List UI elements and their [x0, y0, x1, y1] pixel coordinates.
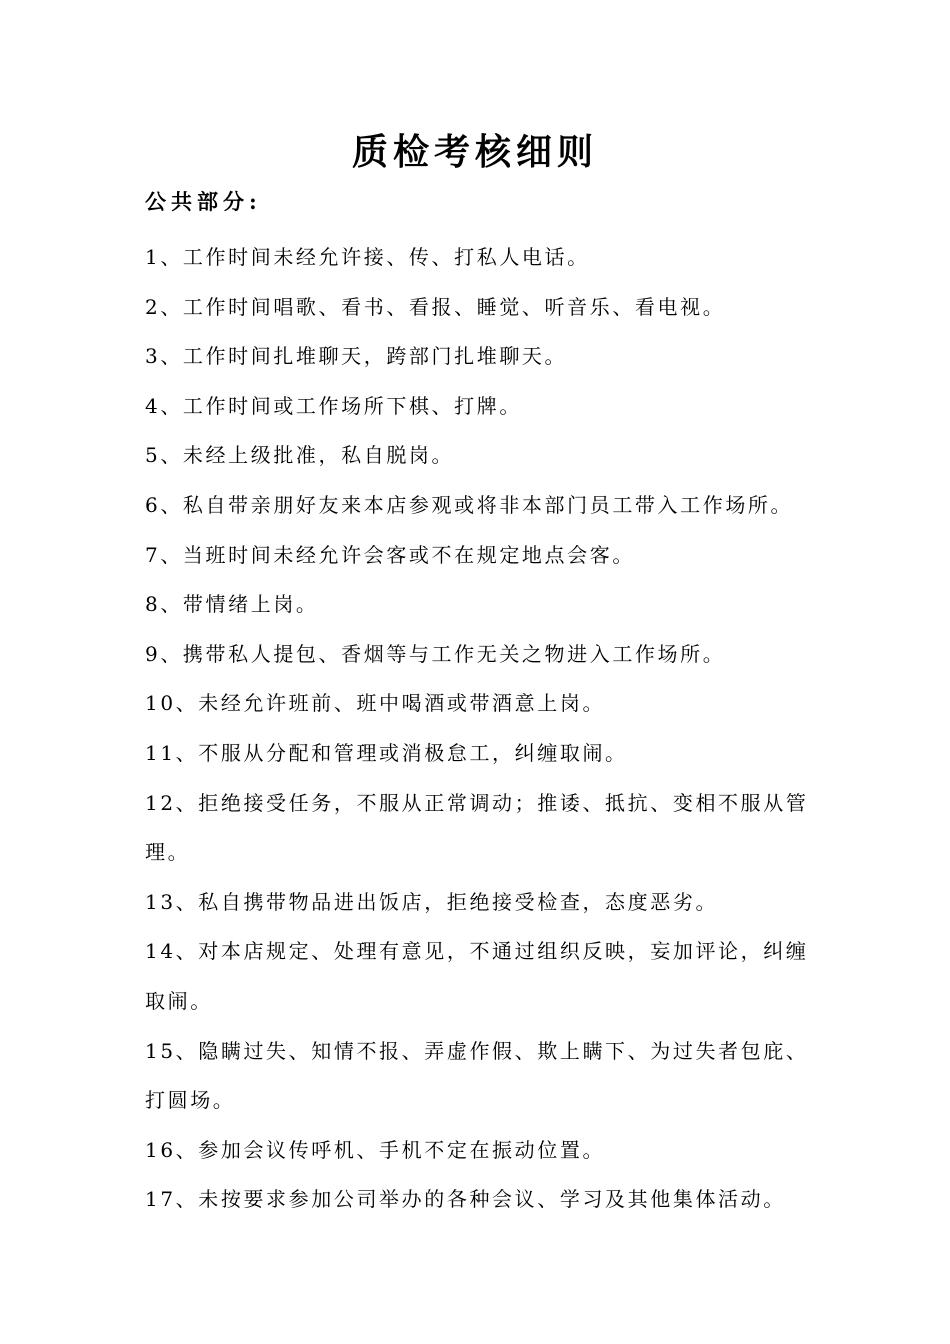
rule-item-13: 13、私自携带物品进出饭店，拒绝接受检查，态度恶劣。 — [145, 889, 719, 914]
rule-item-5: 5、未经上级批准，私自脱岗。 — [145, 443, 455, 468]
rule-item-3: 3、工作时间扎堆聊天，跨部门扎堆聊天。 — [145, 344, 568, 369]
rule-item-16: 16、参加会议传呼机、手机不定在振动位置。 — [145, 1137, 606, 1162]
rule-item-17: 17、未按要求参加公司举办的各种会议、学习及其他集体活动。 — [145, 1187, 786, 1212]
document-title: 质检考核细则 — [351, 131, 598, 173]
rule-item-6: 6、私自带亲朋好友来本店参观或将非本部门员工带入工作场所。 — [145, 492, 794, 517]
rule-item-10: 10、未经允许班前、班中喝酒或带酒意上岗。 — [145, 691, 606, 716]
section-heading: 公共部分: — [145, 189, 262, 214]
rule-item-14: 14、对本店规定、处理有意见，不通过组织反映，妄加评论，纠缠取闹。 — [145, 939, 809, 1013]
rule-item-15: 15、隐瞒过失、知情不报、弄虚作假、欺上瞒下、为过失者包庇、打圆场。 — [145, 1038, 809, 1113]
rule-item-12: 12、拒绝接受任务，不服从正常调动；推诿、抵抗、变相不服从管理。 — [145, 790, 809, 865]
rule-item-4: 4、工作时间或工作场所下棋、打牌。 — [145, 393, 522, 418]
rule-item-2: 2、工作时间唱歌、看书、看报、睡觉、听音乐、看电视。 — [145, 294, 726, 319]
rule-list — [145, 233, 810, 1225]
rule-item-1: 1、工作时间未经允许接、传、打私人电话。 — [145, 245, 590, 269]
rule-item-11: 11、不服从分配和管理或消极怠工，纠缠取闹。 — [145, 740, 628, 765]
rule-item-7: 7、当班时间未经允许会客或不在规定地点会客。 — [145, 542, 635, 567]
rule-item-9: 9、携带私人提包、香烟等与工作无关之物进入工作场所。 — [145, 641, 726, 666]
rule-item-8: 8、带情绪上岗。 — [145, 592, 319, 617]
